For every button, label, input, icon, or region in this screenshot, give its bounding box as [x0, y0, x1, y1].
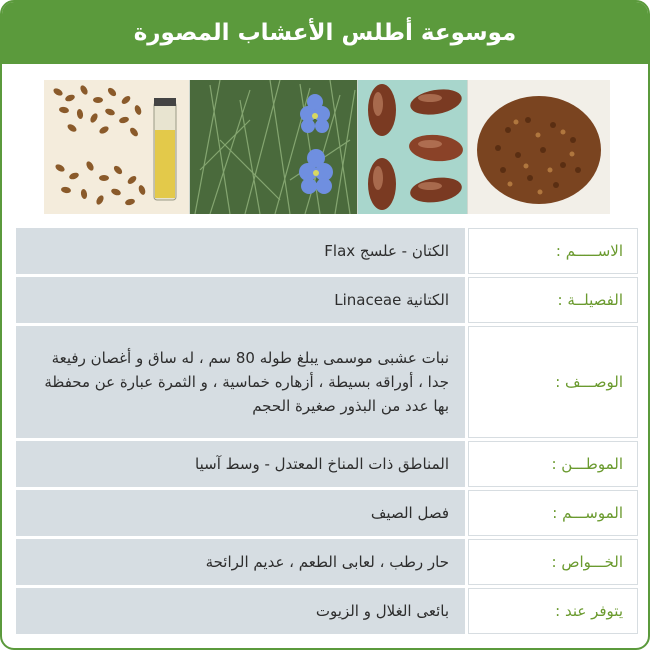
- flax-seed-pile-photo: [468, 80, 610, 214]
- row-value: الكتان - علسج Flax: [16, 228, 465, 274]
- row-label: يتوفر عند :: [468, 588, 638, 634]
- table-row-name: [16, 228, 638, 274]
- row-label: الفصيلــة :: [468, 277, 638, 323]
- page-title: موسوعة أطلس الأعشاب المصورة: [133, 20, 517, 46]
- row-value: فصل الصيف: [16, 490, 465, 536]
- image-strip: [44, 80, 610, 214]
- flax-seeds-and-oil-photo: [44, 80, 190, 214]
- table-row-availability: [16, 588, 638, 634]
- table-row-family: [16, 277, 638, 323]
- row-value: حار رطب ، لعابى الطعم ، عديم الرائحة: [16, 539, 465, 585]
- flax-flowers-photo: [190, 80, 358, 214]
- row-value: الكتانية Linaceae: [16, 277, 465, 323]
- row-label: الوصـــف :: [468, 326, 638, 438]
- table-row-description: [16, 326, 638, 438]
- title-bar: [2, 2, 648, 64]
- flax-seed-closeup-photo: [358, 80, 468, 214]
- table-row-season: [16, 490, 638, 536]
- row-value: المناطق ذات المناخ المعتدل - وسط آسيا: [16, 441, 465, 487]
- row-label: الموطـــن :: [468, 441, 638, 487]
- row-label: الخـــواص :: [468, 539, 638, 585]
- row-label: الاســـــم :: [468, 228, 638, 274]
- table-row-properties: [16, 539, 638, 585]
- table-row-habitat: [16, 441, 638, 487]
- info-table: [16, 228, 638, 637]
- row-label: الموســـم :: [468, 490, 638, 536]
- row-value: نبات عشبى موسمى يبلغ طوله 80 سم ، له ساق و أغصان رفيعة جدا ، أوراقه بسيطة ، أزهاره خماسية ، و الثمرة عبارة عن محفظة بها عدد من البذور صغيرة الحجم: [16, 326, 465, 438]
- row-value: بائعى الغلال و الزيوت: [16, 588, 465, 634]
